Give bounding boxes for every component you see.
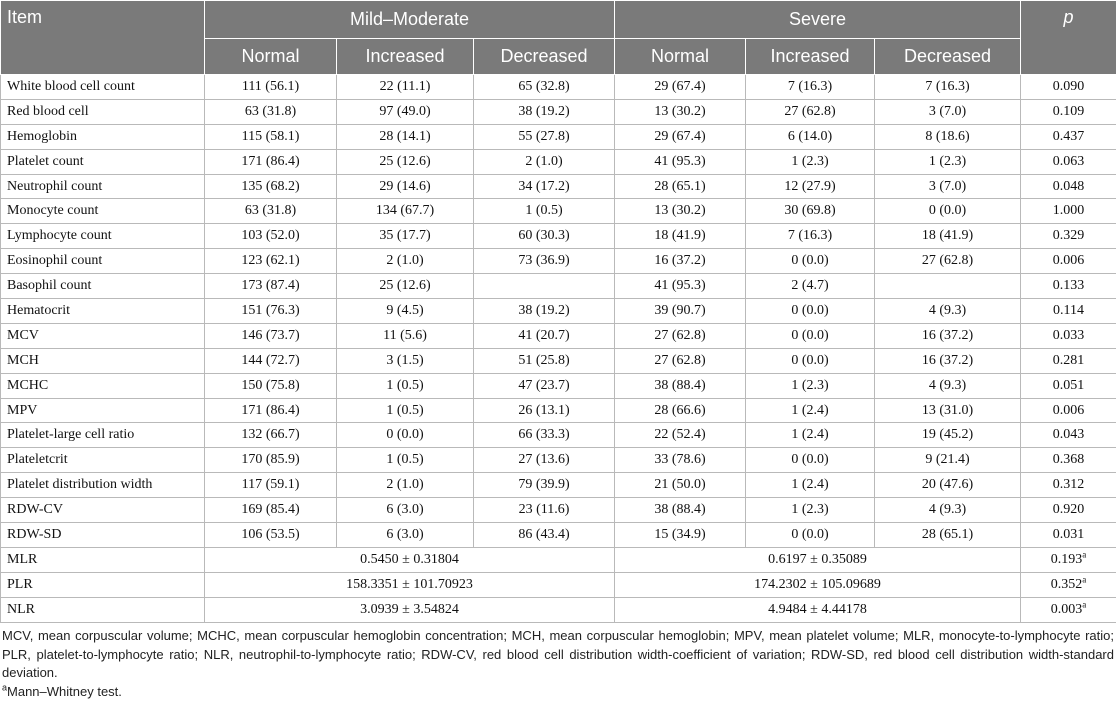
- table-cell: 1 (2.3): [746, 149, 875, 174]
- table-cell: 3 (1.5): [337, 348, 474, 373]
- table-cell: 7 (16.3): [875, 75, 1021, 100]
- p-value-cell: 0.006: [1021, 398, 1116, 423]
- footnote-test: Mann–Whitney test.: [7, 683, 122, 699]
- table-cell: 18 (41.9): [875, 224, 1021, 249]
- p-value-cell: 1.000: [1021, 199, 1116, 224]
- header-p: p: [1021, 1, 1116, 75]
- p-value-cell: 0.368: [1021, 448, 1116, 473]
- ratio-row: [1, 597, 1116, 622]
- table-cell: 28 (65.1): [875, 523, 1021, 548]
- p-value: 0.003: [1050, 601, 1083, 617]
- table-cell: 1 (0.5): [337, 448, 474, 473]
- row-item-name: Hematocrit: [1, 299, 205, 324]
- footnote-mark: a: [1082, 574, 1087, 585]
- p-value-cell: 0.031: [1021, 523, 1116, 548]
- p-value-cell: [1021, 572, 1116, 597]
- table-cell: 27 (62.8): [746, 99, 875, 124]
- table-cell: 60 (30.3): [474, 224, 615, 249]
- table-cell: 1 (2.3): [875, 149, 1021, 174]
- table-row: [1, 75, 1116, 100]
- row-item-name: MCH: [1, 348, 205, 373]
- table-cell: 13 (30.2): [615, 99, 746, 124]
- table-cell: 170 (85.9): [205, 448, 337, 473]
- table-cell: 65 (32.8): [474, 75, 615, 100]
- row-item-name: Platelet-large cell ratio: [1, 423, 205, 448]
- table-cell: 3 (7.0): [875, 174, 1021, 199]
- p-value-cell: 0.109: [1021, 99, 1116, 124]
- table-cell: 27 (62.8): [615, 348, 746, 373]
- row-item-name: RDW-CV: [1, 498, 205, 523]
- mild-moderate-mean-sd: 158.3351 ± 101.70923: [205, 572, 615, 597]
- table-cell: 1 (0.5): [337, 398, 474, 423]
- footnote-mark: a: [2, 682, 8, 693]
- row-item-name: Red blood cell: [1, 99, 205, 124]
- p-value-cell: 0.006: [1021, 249, 1116, 274]
- header-mm-decreased: Decreased: [474, 39, 615, 75]
- table-cell: 134 (67.7): [337, 199, 474, 224]
- p-value-cell: 0.329: [1021, 224, 1116, 249]
- p-value-cell: 0.133: [1021, 274, 1116, 299]
- table-cell: 47 (23.7): [474, 373, 615, 398]
- table-cell: 25 (12.6): [337, 149, 474, 174]
- row-item-name: RDW-SD: [1, 523, 205, 548]
- table-cell: 171 (86.4): [205, 149, 337, 174]
- table-row: [1, 199, 1116, 224]
- table-cell: 0 (0.0): [746, 523, 875, 548]
- table-cell: 38 (88.4): [615, 498, 746, 523]
- table-row: [1, 498, 1116, 523]
- table-cell: 0 (0.0): [746, 448, 875, 473]
- table-row: [1, 323, 1116, 348]
- table-footnotes: [2, 627, 1114, 701]
- table-cell: 4 (9.3): [875, 498, 1021, 523]
- table-cell: 4 (9.3): [875, 299, 1021, 324]
- table-row: [1, 423, 1116, 448]
- table-cell: 0 (0.0): [875, 199, 1021, 224]
- table-cell: 55 (27.8): [474, 124, 615, 149]
- table-cell: 117 (59.1): [205, 473, 337, 498]
- table-cell: 41 (95.3): [615, 274, 746, 299]
- table-cell: 13 (30.2): [615, 199, 746, 224]
- ratio-row: [1, 572, 1116, 597]
- row-item-name: Platelet count: [1, 149, 205, 174]
- table-cell: 27 (13.6): [474, 448, 615, 473]
- table-cell: 73 (36.9): [474, 249, 615, 274]
- table-row: [1, 149, 1116, 174]
- footnote-abbreviations: MCV, mean corpuscular volume; MCHC, mean corpuscular hemoglobin concentration; MCH, mean corpuscular hemoglobin; MPV, mean platelet volume; MLR, monocyte-to-lymphocyte ratio; PLR, platelet-to-lymphocyte ratio; NLR, neutrophil-to-lymphocyte ratio; RDW-CV, red blood cell distribution width-coefficient of variation; RDW-SD, red blood cell distribution width-standard deviation.: [2, 628, 1114, 680]
- table-cell: 2 (1.0): [337, 249, 474, 274]
- table-cell: 11 (5.6): [337, 323, 474, 348]
- table-cell: 171 (86.4): [205, 398, 337, 423]
- table-cell: 26 (13.1): [474, 398, 615, 423]
- row-item-name: Neutrophil count: [1, 174, 205, 199]
- p-value-cell: 0.114: [1021, 299, 1116, 324]
- p-value-cell: 0.063: [1021, 149, 1116, 174]
- table-cell: 28 (14.1): [337, 124, 474, 149]
- table-cell: 41 (20.7): [474, 323, 615, 348]
- row-item-name: White blood cell count: [1, 75, 205, 100]
- table-cell: 8 (18.6): [875, 124, 1021, 149]
- table-cell: 30 (69.8): [746, 199, 875, 224]
- table-cell: 6 (14.0): [746, 124, 875, 149]
- table-cell: 66 (33.3): [474, 423, 615, 448]
- row-item-name: Basophil count: [1, 274, 205, 299]
- table-cell: 21 (50.0): [615, 473, 746, 498]
- row-item-name: MPV: [1, 398, 205, 423]
- table-cell: 29 (14.6): [337, 174, 474, 199]
- table-cell: 7 (16.3): [746, 224, 875, 249]
- p-value: 0.193: [1050, 551, 1083, 567]
- table-row: [1, 473, 1116, 498]
- table-row: [1, 99, 1116, 124]
- p-value-cell: 0.920: [1021, 498, 1116, 523]
- footnote-mann-whitney: [2, 683, 1114, 702]
- row-item-name: Eosinophil count: [1, 249, 205, 274]
- table-cell: 12 (27.9): [746, 174, 875, 199]
- table-cell: 6 (3.0): [337, 523, 474, 548]
- table-cell: 28 (65.1): [615, 174, 746, 199]
- table-cell: 7 (16.3): [746, 75, 875, 100]
- table-cell: 0 (0.0): [746, 348, 875, 373]
- table-cell: [474, 274, 615, 299]
- table-cell: 1 (2.4): [746, 423, 875, 448]
- p-value: 0.352: [1050, 576, 1083, 592]
- table-cell: 1 (2.3): [746, 373, 875, 398]
- table-row: [1, 348, 1116, 373]
- header-mild-moderate: Mild–Moderate: [205, 1, 615, 39]
- table-cell: 115 (58.1): [205, 124, 337, 149]
- table-cell: 106 (53.5): [205, 523, 337, 548]
- row-item-name: MCHC: [1, 373, 205, 398]
- row-item-name: Plateletcrit: [1, 448, 205, 473]
- table-cell: 1 (2.3): [746, 498, 875, 523]
- table-cell: 63 (31.8): [205, 99, 337, 124]
- row-item-name: MLR: [1, 547, 205, 572]
- table-cell: 146 (73.7): [205, 323, 337, 348]
- table-cell: 1 (0.5): [474, 199, 615, 224]
- table-body: [1, 75, 1116, 623]
- mild-moderate-mean-sd: 0.5450 ± 0.31804: [205, 547, 615, 572]
- table-cell: 2 (1.0): [474, 149, 615, 174]
- table-cell: 16 (37.2): [615, 249, 746, 274]
- row-item-name: Lymphocyte count: [1, 224, 205, 249]
- p-value-cell: 0.051: [1021, 373, 1116, 398]
- table-cell: 4 (9.3): [875, 373, 1021, 398]
- table-cell: 169 (85.4): [205, 498, 337, 523]
- p-value-cell: 0.033: [1021, 323, 1116, 348]
- table-cell: 2 (4.7): [746, 274, 875, 299]
- table-cell: 135 (68.2): [205, 174, 337, 199]
- table-cell: 0 (0.0): [746, 249, 875, 274]
- table-cell: 38 (19.2): [474, 299, 615, 324]
- table-cell: 132 (66.7): [205, 423, 337, 448]
- table-cell: 18 (41.9): [615, 224, 746, 249]
- table-header: [1, 1, 1116, 75]
- table-cell: 86 (43.4): [474, 523, 615, 548]
- table-cell: 1 (2.4): [746, 398, 875, 423]
- row-item-name: NLR: [1, 597, 205, 622]
- table-cell: 22 (11.1): [337, 75, 474, 100]
- table-cell: 29 (67.4): [615, 124, 746, 149]
- header-mm-increased: Increased: [337, 39, 474, 75]
- table-cell: 19 (45.2): [875, 423, 1021, 448]
- table-row: [1, 274, 1116, 299]
- header-mm-normal: Normal: [205, 39, 337, 75]
- table-cell: 28 (66.6): [615, 398, 746, 423]
- table-cell: 1 (0.5): [337, 373, 474, 398]
- table-cell: 123 (62.1): [205, 249, 337, 274]
- table-cell: 38 (19.2): [474, 99, 615, 124]
- footnote-mark: a: [1082, 598, 1087, 609]
- table-cell: 63 (31.8): [205, 199, 337, 224]
- header-sv-normal: Normal: [615, 39, 746, 75]
- p-value-cell: 0.090: [1021, 75, 1116, 100]
- table-cell: 79 (39.9): [474, 473, 615, 498]
- header-item: Item: [1, 1, 205, 75]
- row-item-name: Hemoglobin: [1, 124, 205, 149]
- mild-moderate-mean-sd: 3.0939 ± 3.54824: [205, 597, 615, 622]
- table-row: [1, 398, 1116, 423]
- table-cell: 0 (0.0): [746, 323, 875, 348]
- table-cell: 1 (2.4): [746, 473, 875, 498]
- table-cell: 9 (21.4): [875, 448, 1021, 473]
- table-cell: 150 (75.8): [205, 373, 337, 398]
- row-item-name: Monocyte count: [1, 199, 205, 224]
- table-row: [1, 174, 1116, 199]
- row-item-name: PLR: [1, 572, 205, 597]
- table-cell: 0 (0.0): [746, 299, 875, 324]
- table-cell: [875, 274, 1021, 299]
- table-cell: 41 (95.3): [615, 149, 746, 174]
- table-cell: 144 (72.7): [205, 348, 337, 373]
- table-cell: 27 (62.8): [615, 323, 746, 348]
- table-cell: 9 (4.5): [337, 299, 474, 324]
- table-cell: 97 (49.0): [337, 99, 474, 124]
- table-cell: 6 (3.0): [337, 498, 474, 523]
- header-sv-increased: Increased: [746, 39, 875, 75]
- table-cell: 20 (47.6): [875, 473, 1021, 498]
- table-cell: 2 (1.0): [337, 473, 474, 498]
- table-cell: 103 (52.0): [205, 224, 337, 249]
- table-cell: 23 (11.6): [474, 498, 615, 523]
- table-cell: 51 (25.8): [474, 348, 615, 373]
- p-value-cell: 0.312: [1021, 473, 1116, 498]
- table-cell: 33 (78.6): [615, 448, 746, 473]
- row-item-name: MCV: [1, 323, 205, 348]
- severe-mean-sd: 0.6197 ± 0.35089: [615, 547, 1021, 572]
- table-cell: 151 (76.3): [205, 299, 337, 324]
- footnote-mark: a: [1082, 549, 1087, 560]
- table-row: [1, 124, 1116, 149]
- table-cell: 15 (34.9): [615, 523, 746, 548]
- p-value-cell: 0.048: [1021, 174, 1116, 199]
- table-cell: 0 (0.0): [337, 423, 474, 448]
- table-cell: 39 (90.7): [615, 299, 746, 324]
- table-row: [1, 523, 1116, 548]
- ratio-row: [1, 547, 1116, 572]
- severe-mean-sd: 174.2302 ± 105.09689: [615, 572, 1021, 597]
- table-cell: 29 (67.4): [615, 75, 746, 100]
- header-sv-decreased: Decreased: [875, 39, 1021, 75]
- table-cell: 16 (37.2): [875, 323, 1021, 348]
- row-item-name: Platelet distribution width: [1, 473, 205, 498]
- table-cell: 13 (31.0): [875, 398, 1021, 423]
- severe-mean-sd: 4.9484 ± 4.44178: [615, 597, 1021, 622]
- p-value-cell: [1021, 547, 1116, 572]
- header-severe: Severe: [615, 1, 1021, 39]
- table-cell: 27 (62.8): [875, 249, 1021, 274]
- table-cell: 34 (17.2): [474, 174, 615, 199]
- table-row: [1, 373, 1116, 398]
- table-row: [1, 299, 1116, 324]
- p-value-cell: [1021, 597, 1116, 622]
- table-cell: 173 (87.4): [205, 274, 337, 299]
- table-cell: 25 (12.6): [337, 274, 474, 299]
- p-value-cell: 0.281: [1021, 348, 1116, 373]
- table-cell: 35 (17.7): [337, 224, 474, 249]
- table-cell: 3 (7.0): [875, 99, 1021, 124]
- table-row: [1, 448, 1116, 473]
- table-row: [1, 249, 1116, 274]
- table-cell: 111 (56.1): [205, 75, 337, 100]
- table-cell: 16 (37.2): [875, 348, 1021, 373]
- p-value-cell: 0.437: [1021, 124, 1116, 149]
- table-row: [1, 224, 1116, 249]
- table-cell: 22 (52.4): [615, 423, 746, 448]
- table-cell: 38 (88.4): [615, 373, 746, 398]
- p-value-cell: 0.043: [1021, 423, 1116, 448]
